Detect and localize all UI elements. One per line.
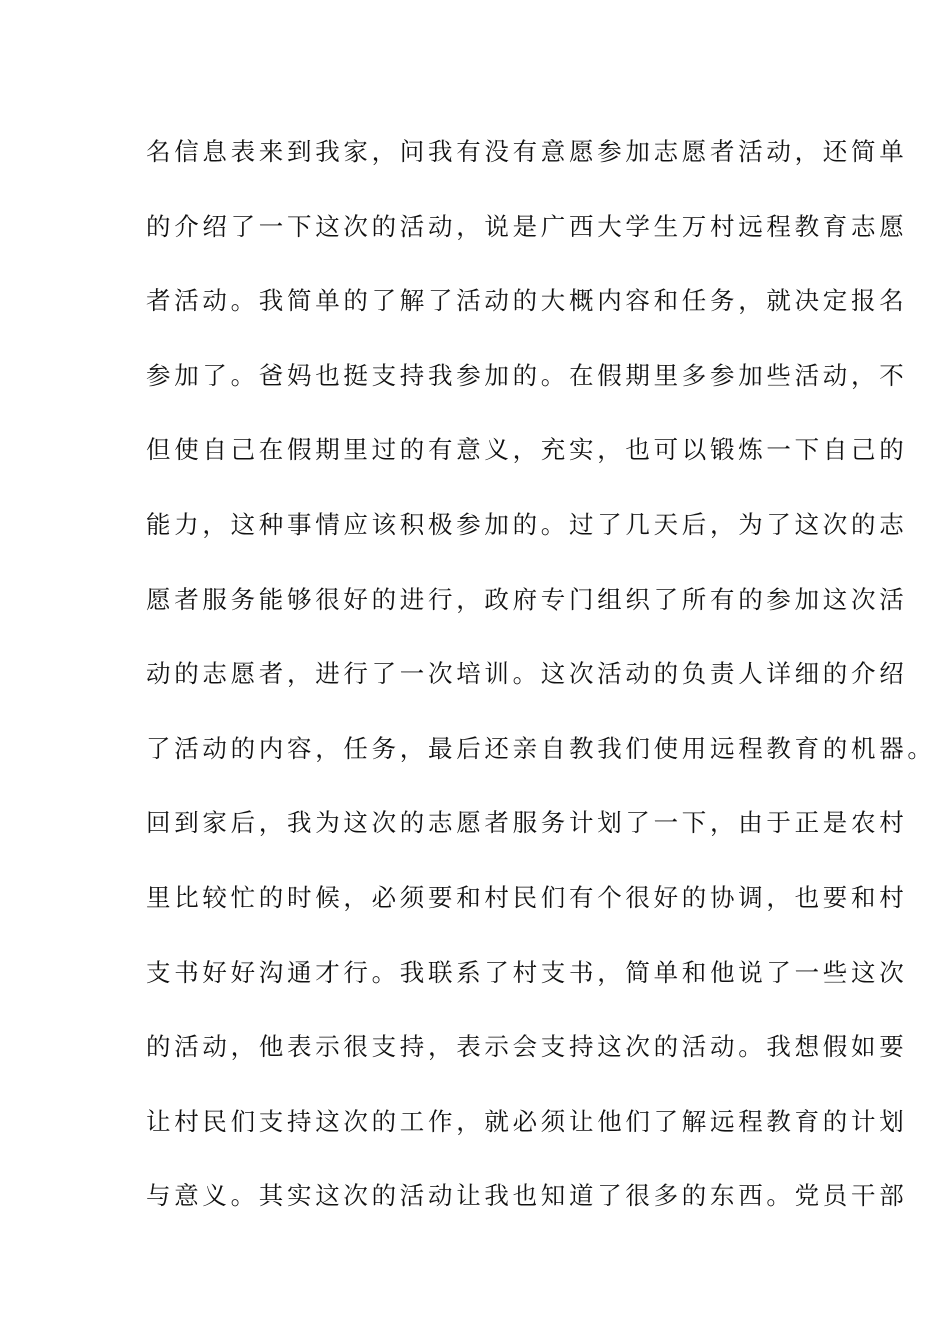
text-line: 者活动。我简单的了解了活动的大概内容和任务，就决定报名 [146,286,908,316]
text-line: 但使自己在假期里过的有意义，充实，也可以锻炼一下自己的 [146,435,908,465]
text-line: 里比较忙的时候，必须要和村民们有个很好的协调，也要和村 [146,882,908,912]
text-line: 了活动的内容，任务，最后还亲自教我们使用远程教育的机器。 [146,733,936,763]
body-text [146,130,936,1249]
text-line: 的介绍了一下这次的活动，说是广西大学生万村远程教育志愿 [146,211,908,241]
text-line: 让村民们支持这次的工作，就必须让他们了解远程教育的计划 [146,1106,908,1136]
text-line: 名信息表来到我家，问我有没有意愿参加志愿者活动，还简单 [146,137,908,166]
text-line: 愿者服务能够很好的进行，政府专门组织了所有的参加这次活 [146,584,908,614]
text-line: 支书好好沟通才行。我联系了村支书，简单和他说了一些这次 [146,957,908,987]
text-line: 参加了。爸妈也挺支持我参加的。在假期里多参加些活动，不 [146,360,908,390]
text-line: 动的志愿者，进行了一次培训。这次活动的负责人详细的介绍 [146,659,908,689]
text-line: 的活动，他表示很支持，表示会支持这次的活动。我想假如要 [146,1032,908,1062]
text-line: 回到家后，我为这次的志愿者服务计划了一下，由于正是农村 [146,808,908,838]
text-line: 与意义。其实这次的活动让我也知道了很多的东西。党员干部 [146,1181,908,1211]
text-line: 能力，这种事情应该积极参加的。过了几天后，为了这次的志 [146,509,908,539]
